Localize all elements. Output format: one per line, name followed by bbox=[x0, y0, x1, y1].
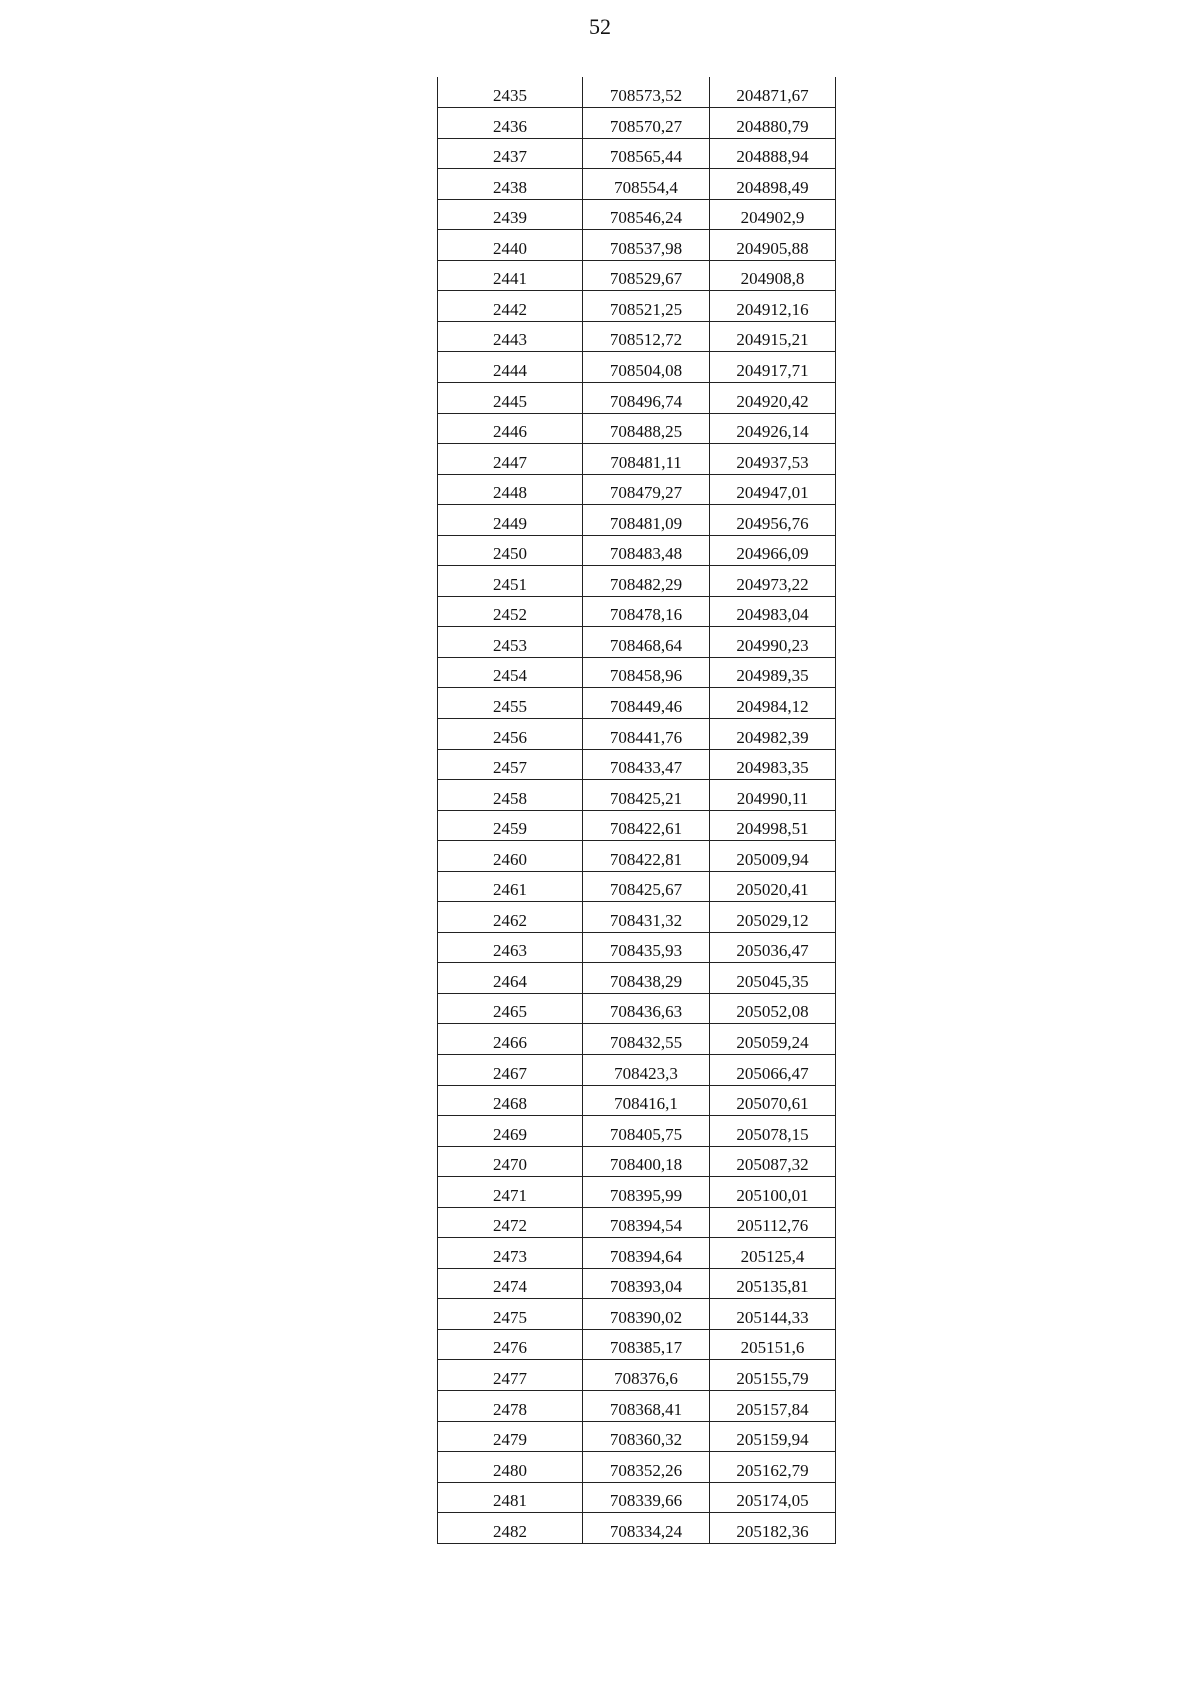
table-row bbox=[438, 688, 836, 719]
point-number-cell: 2452 bbox=[438, 596, 583, 627]
table-row bbox=[438, 1482, 836, 1513]
x-coordinate-cell: 708394,54 bbox=[583, 1207, 710, 1238]
point-number-cell: 2474 bbox=[438, 1268, 583, 1299]
y-coordinate-cell: 205159,94 bbox=[710, 1421, 836, 1452]
point-number-cell: 2439 bbox=[438, 199, 583, 230]
table-row bbox=[438, 596, 836, 627]
y-coordinate-cell: 204990,11 bbox=[710, 780, 836, 811]
table-row bbox=[438, 291, 836, 322]
y-coordinate-cell: 204905,88 bbox=[710, 230, 836, 261]
point-number-cell: 2460 bbox=[438, 841, 583, 872]
table-row bbox=[438, 413, 836, 444]
y-coordinate-cell: 204908,8 bbox=[710, 260, 836, 291]
x-coordinate-cell: 708436,63 bbox=[583, 993, 710, 1024]
y-coordinate-cell: 204983,35 bbox=[710, 749, 836, 780]
point-number-cell: 2449 bbox=[438, 505, 583, 536]
point-number-cell: 2479 bbox=[438, 1421, 583, 1452]
table-row bbox=[438, 1513, 836, 1544]
y-coordinate-cell: 204917,71 bbox=[710, 352, 836, 383]
table-row bbox=[438, 535, 836, 566]
point-number-cell: 2437 bbox=[438, 138, 583, 169]
y-coordinate-cell: 205182,36 bbox=[710, 1513, 836, 1544]
point-number-cell: 2443 bbox=[438, 321, 583, 352]
table-row bbox=[438, 474, 836, 505]
x-coordinate-cell: 708521,25 bbox=[583, 291, 710, 322]
table-row bbox=[438, 627, 836, 658]
table-row bbox=[438, 1116, 836, 1147]
table-row bbox=[438, 749, 836, 780]
y-coordinate-cell: 205151,6 bbox=[710, 1329, 836, 1360]
y-coordinate-cell: 204983,04 bbox=[710, 596, 836, 627]
y-coordinate-cell: 205045,35 bbox=[710, 963, 836, 994]
x-coordinate-cell: 708405,75 bbox=[583, 1116, 710, 1147]
x-coordinate-cell: 708339,66 bbox=[583, 1482, 710, 1513]
x-coordinate-cell: 708468,64 bbox=[583, 627, 710, 658]
x-coordinate-cell: 708400,18 bbox=[583, 1146, 710, 1177]
table-row bbox=[438, 780, 836, 811]
x-coordinate-cell: 708433,47 bbox=[583, 749, 710, 780]
x-coordinate-cell: 708478,16 bbox=[583, 596, 710, 627]
y-coordinate-cell: 205078,15 bbox=[710, 1116, 836, 1147]
x-coordinate-cell: 708393,04 bbox=[583, 1268, 710, 1299]
y-coordinate-cell: 205070,61 bbox=[710, 1085, 836, 1116]
y-coordinate-cell: 205125,4 bbox=[710, 1238, 836, 1269]
y-coordinate-cell: 204973,22 bbox=[710, 566, 836, 597]
x-coordinate-cell: 708395,99 bbox=[583, 1177, 710, 1208]
x-coordinate-cell: 708352,26 bbox=[583, 1452, 710, 1483]
x-coordinate-cell: 708435,93 bbox=[583, 932, 710, 963]
y-coordinate-cell: 204947,01 bbox=[710, 474, 836, 505]
point-number-cell: 2473 bbox=[438, 1238, 583, 1269]
point-number-cell: 2454 bbox=[438, 657, 583, 688]
x-coordinate-cell: 708425,21 bbox=[583, 780, 710, 811]
point-number-cell: 2463 bbox=[438, 932, 583, 963]
point-number-cell: 2468 bbox=[438, 1085, 583, 1116]
x-coordinate-cell: 708481,09 bbox=[583, 505, 710, 536]
point-number-cell: 2458 bbox=[438, 780, 583, 811]
y-coordinate-cell: 205020,41 bbox=[710, 871, 836, 902]
x-coordinate-cell: 708390,02 bbox=[583, 1299, 710, 1330]
point-number-cell: 2441 bbox=[438, 260, 583, 291]
y-coordinate-cell: 204888,94 bbox=[710, 138, 836, 169]
y-coordinate-cell: 204990,23 bbox=[710, 627, 836, 658]
point-number-cell: 2453 bbox=[438, 627, 583, 658]
table-row bbox=[438, 138, 836, 169]
point-number-cell: 2456 bbox=[438, 718, 583, 749]
y-coordinate-cell: 205157,84 bbox=[710, 1391, 836, 1422]
table-row bbox=[438, 718, 836, 749]
x-coordinate-cell: 708504,08 bbox=[583, 352, 710, 383]
point-number-cell: 2436 bbox=[438, 108, 583, 139]
y-coordinate-cell: 205036,47 bbox=[710, 932, 836, 963]
table-row bbox=[438, 1055, 836, 1086]
y-coordinate-cell: 204984,12 bbox=[710, 688, 836, 719]
x-coordinate-cell: 708573,52 bbox=[583, 77, 710, 108]
x-coordinate-cell: 708449,46 bbox=[583, 688, 710, 719]
table-row bbox=[438, 199, 836, 230]
x-coordinate-cell: 708554,4 bbox=[583, 169, 710, 200]
y-coordinate-cell: 204966,09 bbox=[710, 535, 836, 566]
table-row bbox=[438, 871, 836, 902]
x-coordinate-cell: 708441,76 bbox=[583, 718, 710, 749]
x-coordinate-cell: 708488,25 bbox=[583, 413, 710, 444]
table-row bbox=[438, 382, 836, 413]
y-coordinate-cell: 204898,49 bbox=[710, 169, 836, 200]
table-row bbox=[438, 260, 836, 291]
table-row bbox=[438, 963, 836, 994]
point-number-cell: 2475 bbox=[438, 1299, 583, 1330]
y-coordinate-cell: 205066,47 bbox=[710, 1055, 836, 1086]
point-number-cell: 2476 bbox=[438, 1329, 583, 1360]
y-coordinate-cell: 205135,81 bbox=[710, 1268, 836, 1299]
y-coordinate-cell: 204880,79 bbox=[710, 108, 836, 139]
point-number-cell: 2440 bbox=[438, 230, 583, 261]
y-coordinate-cell: 205174,05 bbox=[710, 1482, 836, 1513]
y-coordinate-cell: 204982,39 bbox=[710, 718, 836, 749]
table-row bbox=[438, 1268, 836, 1299]
x-coordinate-cell: 708423,3 bbox=[583, 1055, 710, 1086]
x-coordinate-cell: 708422,61 bbox=[583, 810, 710, 841]
table-row bbox=[438, 1391, 836, 1422]
y-coordinate-cell: 204871,67 bbox=[710, 77, 836, 108]
x-coordinate-cell: 708496,74 bbox=[583, 382, 710, 413]
table-row bbox=[438, 321, 836, 352]
table-row bbox=[438, 932, 836, 963]
x-coordinate-cell: 708360,32 bbox=[583, 1421, 710, 1452]
point-number-cell: 2461 bbox=[438, 871, 583, 902]
y-coordinate-cell: 204926,14 bbox=[710, 413, 836, 444]
x-coordinate-cell: 708483,48 bbox=[583, 535, 710, 566]
coordinates-table-body bbox=[438, 77, 836, 1543]
table-row bbox=[438, 810, 836, 841]
point-number-cell: 2455 bbox=[438, 688, 583, 719]
y-coordinate-cell: 205100,01 bbox=[710, 1177, 836, 1208]
point-number-cell: 2471 bbox=[438, 1177, 583, 1208]
table-row bbox=[438, 1024, 836, 1055]
table-row bbox=[438, 1452, 836, 1483]
table-row bbox=[438, 1299, 836, 1330]
point-number-cell: 2446 bbox=[438, 413, 583, 444]
x-coordinate-cell: 708334,24 bbox=[583, 1513, 710, 1544]
point-number-cell: 2478 bbox=[438, 1391, 583, 1422]
table-row bbox=[438, 566, 836, 597]
table-row bbox=[438, 1238, 836, 1269]
point-number-cell: 2457 bbox=[438, 749, 583, 780]
point-number-cell: 2447 bbox=[438, 444, 583, 475]
coordinates-table bbox=[437, 77, 836, 1544]
point-number-cell: 2464 bbox=[438, 963, 583, 994]
x-coordinate-cell: 708438,29 bbox=[583, 963, 710, 994]
table-row bbox=[438, 1421, 836, 1452]
point-number-cell: 2444 bbox=[438, 352, 583, 383]
page-number: 52 bbox=[589, 14, 611, 39]
point-number-cell: 2466 bbox=[438, 1024, 583, 1055]
y-coordinate-cell: 205112,76 bbox=[710, 1207, 836, 1238]
y-coordinate-cell: 204912,16 bbox=[710, 291, 836, 322]
point-number-cell: 2448 bbox=[438, 474, 583, 505]
x-coordinate-cell: 708481,11 bbox=[583, 444, 710, 475]
table-row bbox=[438, 902, 836, 933]
table-row bbox=[438, 505, 836, 536]
table-row bbox=[438, 993, 836, 1024]
point-number-cell: 2445 bbox=[438, 382, 583, 413]
point-number-cell: 2480 bbox=[438, 1452, 583, 1483]
x-coordinate-cell: 708368,41 bbox=[583, 1391, 710, 1422]
x-coordinate-cell: 708546,24 bbox=[583, 199, 710, 230]
point-number-cell: 2450 bbox=[438, 535, 583, 566]
x-coordinate-cell: 708376,6 bbox=[583, 1360, 710, 1391]
x-coordinate-cell: 708432,55 bbox=[583, 1024, 710, 1055]
table-row bbox=[438, 77, 836, 108]
x-coordinate-cell: 708479,27 bbox=[583, 474, 710, 505]
y-coordinate-cell: 205052,08 bbox=[710, 993, 836, 1024]
point-number-cell: 2465 bbox=[438, 993, 583, 1024]
y-coordinate-cell: 205009,94 bbox=[710, 841, 836, 872]
x-coordinate-cell: 708458,96 bbox=[583, 657, 710, 688]
table-row bbox=[438, 1360, 836, 1391]
table-row bbox=[438, 169, 836, 200]
table-row bbox=[438, 108, 836, 139]
y-coordinate-cell: 205059,24 bbox=[710, 1024, 836, 1055]
x-coordinate-cell: 708394,64 bbox=[583, 1238, 710, 1269]
y-coordinate-cell: 205155,79 bbox=[710, 1360, 836, 1391]
y-coordinate-cell: 205029,12 bbox=[710, 902, 836, 933]
point-number-cell: 2435 bbox=[438, 77, 583, 108]
point-number-cell: 2470 bbox=[438, 1146, 583, 1177]
x-coordinate-cell: 708431,32 bbox=[583, 902, 710, 933]
x-coordinate-cell: 708482,29 bbox=[583, 566, 710, 597]
x-coordinate-cell: 708570,27 bbox=[583, 108, 710, 139]
table-row bbox=[438, 1177, 836, 1208]
table-row bbox=[438, 444, 836, 475]
x-coordinate-cell: 708425,67 bbox=[583, 871, 710, 902]
table-row bbox=[438, 1207, 836, 1238]
x-coordinate-cell: 708422,81 bbox=[583, 841, 710, 872]
x-coordinate-cell: 708416,1 bbox=[583, 1085, 710, 1116]
point-number-cell: 2472 bbox=[438, 1207, 583, 1238]
x-coordinate-cell: 708537,98 bbox=[583, 230, 710, 261]
x-coordinate-cell: 708385,17 bbox=[583, 1329, 710, 1360]
point-number-cell: 2481 bbox=[438, 1482, 583, 1513]
x-coordinate-cell: 708529,67 bbox=[583, 260, 710, 291]
table-row bbox=[438, 352, 836, 383]
y-coordinate-cell: 204989,35 bbox=[710, 657, 836, 688]
y-coordinate-cell: 204902,9 bbox=[710, 199, 836, 230]
point-number-cell: 2451 bbox=[438, 566, 583, 597]
point-number-cell: 2469 bbox=[438, 1116, 583, 1147]
point-number-cell: 2438 bbox=[438, 169, 583, 200]
y-coordinate-cell: 204998,51 bbox=[710, 810, 836, 841]
y-coordinate-cell: 205162,79 bbox=[710, 1452, 836, 1483]
point-number-cell: 2462 bbox=[438, 902, 583, 933]
point-number-cell: 2477 bbox=[438, 1360, 583, 1391]
point-number-cell: 2482 bbox=[438, 1513, 583, 1544]
y-coordinate-cell: 204956,76 bbox=[710, 505, 836, 536]
table-row bbox=[438, 657, 836, 688]
y-coordinate-cell: 204915,21 bbox=[710, 321, 836, 352]
y-coordinate-cell: 205087,32 bbox=[710, 1146, 836, 1177]
table-row bbox=[438, 1085, 836, 1116]
x-coordinate-cell: 708565,44 bbox=[583, 138, 710, 169]
y-coordinate-cell: 204920,42 bbox=[710, 382, 836, 413]
table-row bbox=[438, 230, 836, 261]
point-number-cell: 2442 bbox=[438, 291, 583, 322]
y-coordinate-cell: 205144,33 bbox=[710, 1299, 836, 1330]
table-row bbox=[438, 1146, 836, 1177]
x-coordinate-cell: 708512,72 bbox=[583, 321, 710, 352]
point-number-cell: 2467 bbox=[438, 1055, 583, 1086]
table-row bbox=[438, 841, 836, 872]
y-coordinate-cell: 204937,53 bbox=[710, 444, 836, 475]
table-row bbox=[438, 1329, 836, 1360]
point-number-cell: 2459 bbox=[438, 810, 583, 841]
